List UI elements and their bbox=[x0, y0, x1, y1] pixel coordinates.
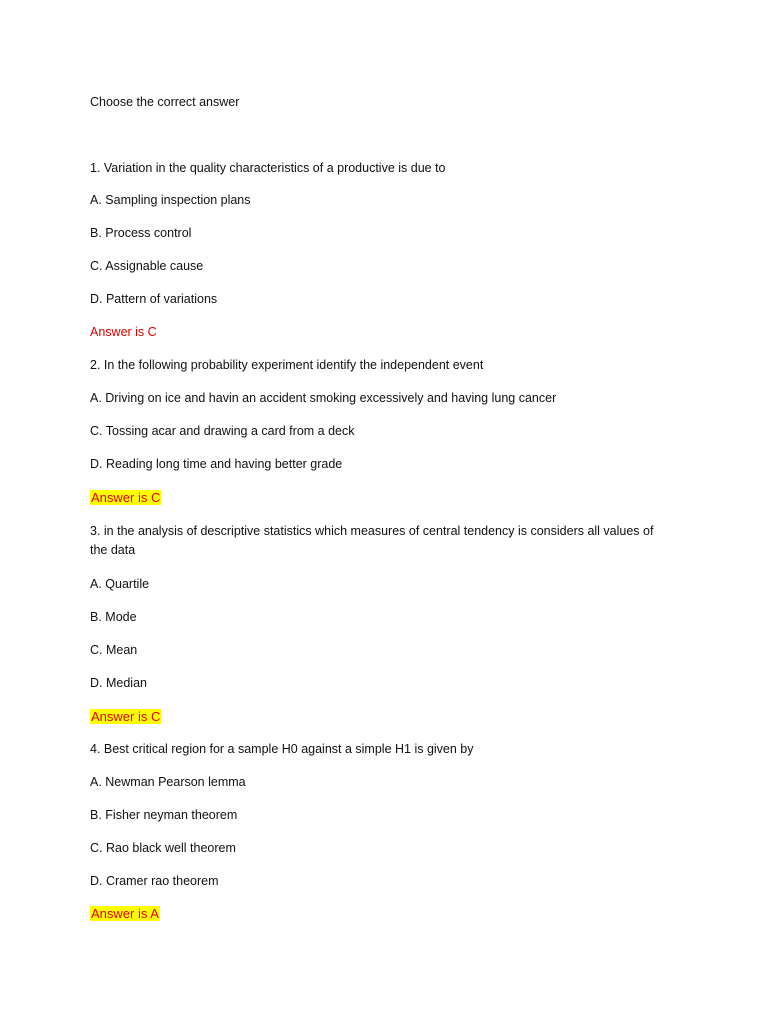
q2-option-d: D. Reading long time and having better grade bbox=[90, 457, 343, 471]
q3-option-a: A. Quartile bbox=[90, 577, 150, 591]
question-3-text: 3. in the analysis of descriptive statistics which measures of central tendency is considers all values of the data bbox=[90, 524, 654, 557]
q2-option-c: C. Tossing acar and drawing a card from a deck bbox=[90, 424, 355, 438]
q3-option-c: C. Mean bbox=[90, 643, 138, 657]
question-1-text: 1. Variation in the quality characteristics of a productive is due to bbox=[90, 161, 446, 175]
q4-option-a: A. Newman Pearson lemma bbox=[90, 775, 246, 789]
q3-answer: Answer is C bbox=[91, 709, 161, 724]
q3-option-d: D. Median bbox=[90, 676, 147, 690]
q4-option-d: D. Cramer rao theorem bbox=[90, 874, 219, 888]
q4-answer-wrapper bbox=[90, 904, 680, 924]
question-4-text: 4. Best critical region for a sample H0 against a simple H1 is given by bbox=[90, 742, 474, 756]
q2-option-a: A. Driving on ice and havin an accident smoking excessively and having lung cancer bbox=[90, 391, 557, 405]
instruction-text: Choose the correct answer bbox=[90, 95, 240, 109]
q1-option-a: A. Sampling inspection plans bbox=[90, 193, 251, 207]
q3-option-b: B. Mode bbox=[90, 610, 137, 624]
q1-option-b: B. Process control bbox=[90, 226, 192, 240]
q1-option-c: C. Assignable cause bbox=[90, 259, 204, 273]
q4-option-c: C. Rao black well theorem bbox=[90, 841, 236, 855]
q4-answer: Answer is A bbox=[91, 906, 159, 921]
q4-option-b: B. Fisher neyman theorem bbox=[90, 808, 238, 822]
q1-answer: Answer is C bbox=[90, 325, 157, 339]
question-2-text: 2. In the following probability experiment identify the independent event bbox=[90, 358, 484, 372]
q2-answer: Answer is C bbox=[91, 490, 161, 505]
q1-option-d: D. Pattern of variations bbox=[90, 292, 218, 306]
q3-answer-wrapper bbox=[90, 707, 680, 727]
q2-answer-wrapper bbox=[90, 488, 680, 508]
